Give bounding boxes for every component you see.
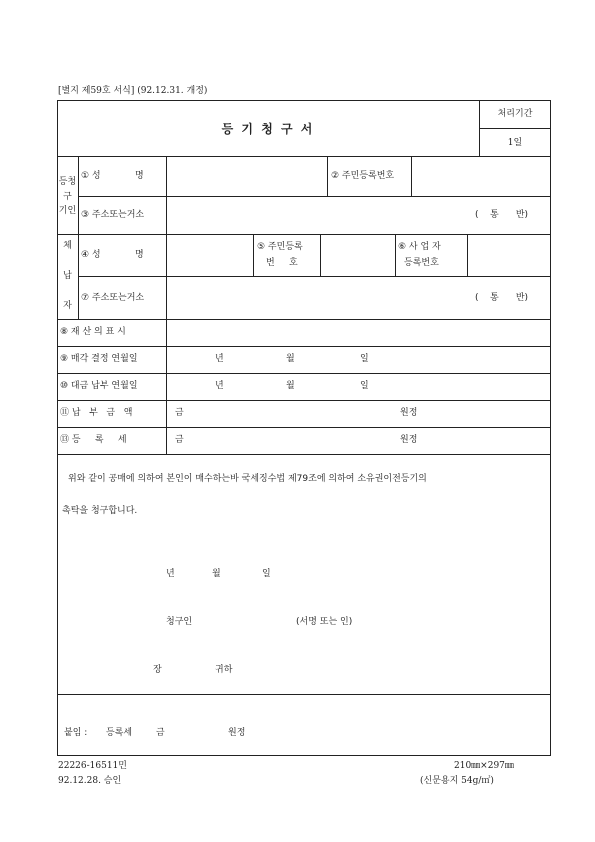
- taxpayer-rrn-label: 번 호: [266, 258, 298, 268]
- taxpayer-name-field[interactable]: [167, 235, 253, 276]
- processing-period-label: 처리기간: [497, 109, 533, 119]
- registration-tax-suffix: 원정: [400, 435, 418, 445]
- page-title: 등 기 청 구 서: [221, 122, 315, 136]
- attachment-prefix: 금: [156, 728, 165, 738]
- sale-date-year: 년: [215, 354, 224, 364]
- taxpayer-rrn-label: ⑤ 주민등록: [257, 242, 303, 252]
- statement-date-day: 일: [262, 569, 271, 579]
- statement-date-month: 월: [212, 569, 221, 579]
- signature-note: (서명 또는 인): [296, 617, 353, 627]
- applicant-name-label: ① 성 명: [81, 171, 144, 181]
- registration-tax-prefix: 금: [175, 435, 184, 445]
- taxpayer-business-number-label: ⑥ 사 업 자: [398, 242, 441, 252]
- attachment-suffix: 원정: [228, 728, 246, 738]
- attachment-amount-field[interactable]: [168, 723, 224, 743]
- taxpayer-business-number-field[interactable]: [468, 235, 550, 276]
- addressee-chief: 장: [153, 665, 162, 675]
- property-label: ⑧ 재 산 의 표 시: [60, 327, 126, 337]
- sale-date-field[interactable]: [167, 347, 550, 373]
- registration-tax-field[interactable]: [167, 428, 550, 454]
- approval-date: 92.12.28. 승인: [58, 776, 122, 786]
- taxpayer-rrn-field[interactable]: [321, 235, 395, 276]
- attachment-label: 붙임 :: [64, 728, 88, 738]
- payment-date-day: 일: [360, 381, 369, 391]
- payment-date-year: 년: [215, 381, 224, 391]
- payment-date-month: 월: [286, 381, 295, 391]
- payment-amount-suffix: 원정: [400, 408, 418, 418]
- applicant-group-label: 기인: [58, 206, 77, 216]
- taxpayer-name-label: ④ 성 명: [81, 250, 144, 260]
- applicant-address-label: ③ 주소또는거소: [81, 210, 145, 220]
- sale-date-day: 일: [360, 354, 369, 364]
- applicant-address-suffix: ( 통 반): [475, 210, 529, 220]
- payment-date-label: ⑩ 대금 납부 연월일: [60, 381, 138, 391]
- registration-tax-label: ⑬ 등 록 세: [60, 435, 127, 445]
- payment-amount-field[interactable]: [167, 401, 550, 427]
- applicant-group-label: 등청: [58, 177, 77, 187]
- addressee-honorific: 귀하: [215, 665, 233, 675]
- taxpayer-address-suffix: ( 통 반): [475, 293, 529, 303]
- taxpayer-group-label: 체: [63, 241, 72, 251]
- claimant-name-field[interactable]: [200, 612, 290, 632]
- property-field[interactable]: [167, 320, 550, 346]
- form-number-note: [별지 제59호 서식] (92.12.31. 개정): [58, 86, 208, 96]
- processing-period-value: 1일: [507, 138, 523, 148]
- taxpayer-business-number-label: 등록번호: [404, 258, 439, 268]
- sale-date-month: 월: [286, 354, 295, 364]
- statement-line: 촉탁을 청구합니다.: [62, 506, 138, 516]
- applicant-name-field[interactable]: [167, 157, 327, 196]
- taxpayer-address-label: ⑦ 주소또는거소: [81, 293, 145, 303]
- payment-date-field[interactable]: [167, 374, 550, 400]
- statement-date-year: 년: [166, 569, 175, 579]
- attachment-item: 등록세: [106, 728, 133, 738]
- payment-amount-label: ⑪ 납 부 금 액: [60, 408, 133, 418]
- paper-spec: (신문용지 54g/㎡): [420, 776, 494, 786]
- statement-line: 위와 같이 공매에 의하여 본인이 매수하는바 국세징수법 제79조에 의하여 소유권이전등기의: [68, 474, 427, 484]
- paper-size: 210㎜×297㎜: [454, 761, 514, 771]
- taxpayer-group-label: 납: [63, 271, 72, 281]
- applicant-group-label: 구: [63, 192, 72, 202]
- taxpayer-group-label: 자: [63, 301, 72, 311]
- applicant-rrn-label: ② 주민등록번호: [331, 171, 395, 181]
- sale-date-label: ⑨ 매각 결정 연월일: [60, 354, 138, 364]
- applicant-rrn-field[interactable]: [412, 157, 550, 196]
- form-code: 22226-16511민: [58, 761, 127, 771]
- claimant-label: 청구인: [166, 617, 193, 627]
- payment-amount-prefix: 금: [175, 408, 184, 418]
